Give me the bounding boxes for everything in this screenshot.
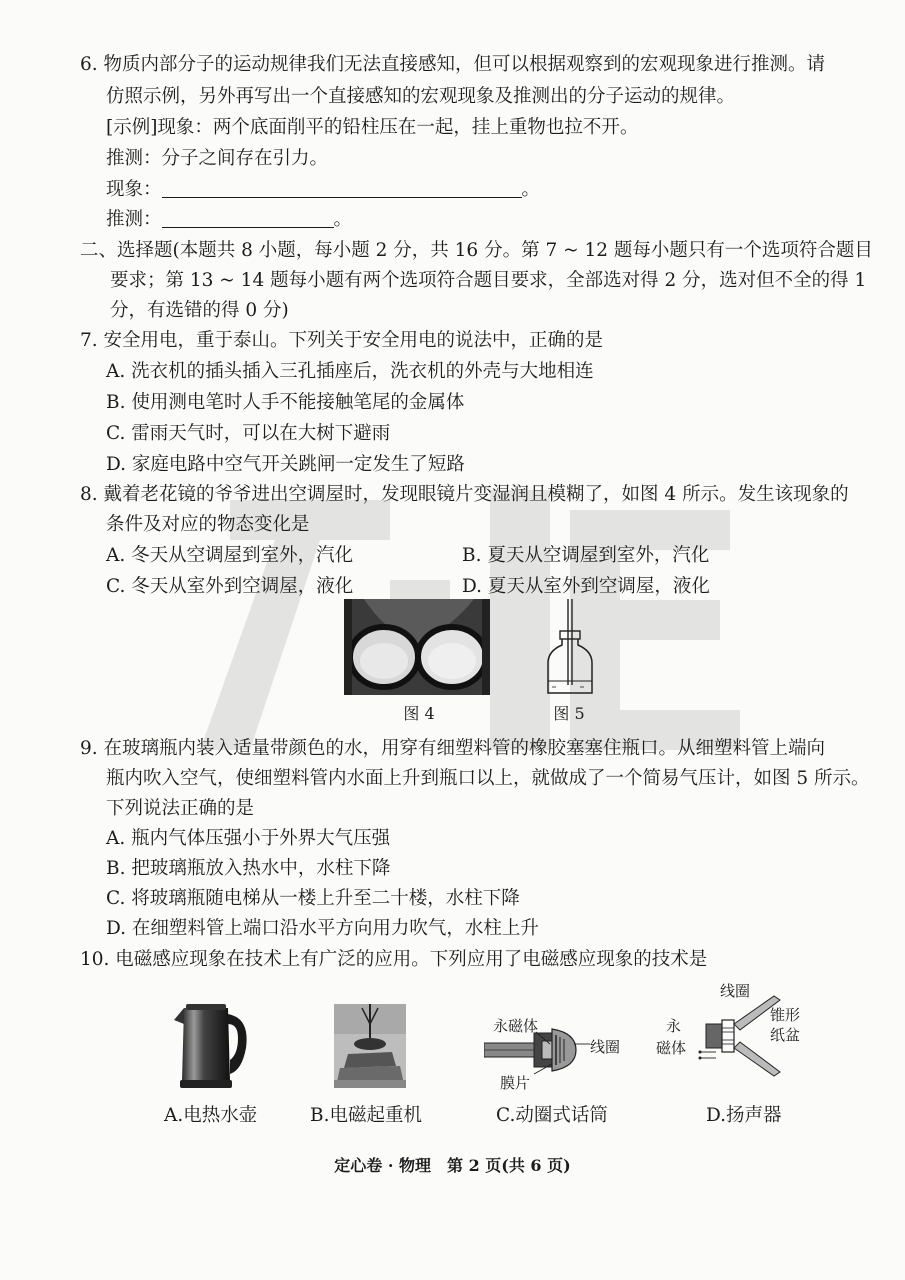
q9-option-d[interactable]: D. 在细塑料管上端口沿水平方向用力吹气，水柱上升 — [106, 918, 539, 939]
q6-example-inference: 推测：分子之间存在引力。 — [106, 148, 329, 169]
q6-line-1: 6. 物质内部分子的运动规律我们无法直接感知，但可以根据观察到的宏观现象进行推测。请 — [80, 54, 826, 75]
section2-header-line-3: 分，有选错的得 0 分) — [110, 300, 289, 321]
figure-4-caption: 图 4 — [403, 704, 435, 723]
q9-line-2: 瓶内吹入空气，使细塑料管内水面上升到瓶口以上，就做成了一个简易气压计，如图 5 所示。 — [106, 768, 870, 789]
q10-option-d[interactable]: D.扬声器 — [706, 1105, 782, 1126]
q8-option-a[interactable]: A. 冬天从空调屋到室外，汽化 — [106, 545, 354, 566]
q7-option-b[interactable]: B. 使用测电笔时人手不能接触笔尾的金属体 — [106, 392, 465, 413]
q6-line-2: 仿照示例，另外再写出一个直接感知的宏观现象及推测出的分子运动的规律。 — [106, 86, 736, 107]
q6-phenomenon-label: 现象： — [106, 179, 162, 200]
mic-diaphragm-label: 膜片 — [500, 1074, 531, 1092]
q6-inference-period: 。 — [333, 209, 353, 230]
mic-magnet-label: 永磁体 — [493, 1017, 539, 1035]
q6-inference-row — [106, 207, 352, 233]
electric-kettle-image — [170, 998, 252, 1090]
figure-5-barometer-bottle — [540, 597, 600, 699]
mic-coil-label: 线圈 — [590, 1038, 621, 1056]
q8-line-1: 8. 戴着老花镜的爷爷进出空调屋时，发现眼镜片变湿润且模糊了，如图 4 所示。发生该现象的 — [80, 484, 849, 505]
section2-header-line-2: 要求；第 13 ~ 14 题每小题有两个选项符合题目要求，全部选对得 2 分，选对但不全的得 1 — [110, 270, 867, 291]
q8-option-d[interactable]: D. 夏天从室外到空调屋，液化 — [462, 576, 710, 597]
q10-option-c[interactable]: C.动圈式话筒 — [496, 1105, 608, 1126]
q10-stem: 10. 电磁感应现象在技术上有广泛的应用。下列应用了电磁感应现象的技术是 — [80, 949, 708, 970]
speaker-magnet-label-2: 磁体 — [656, 1039, 687, 1057]
q7-option-d[interactable]: D. 家庭电路中空气开关跳闸一定发生了短路 — [106, 454, 465, 475]
q9-option-c[interactable]: C. 将玻璃瓶随电梯从一楼上升至二十楼，水柱下降 — [106, 888, 520, 909]
speaker-coil-label: 线圈 — [720, 982, 751, 1000]
electromagnetic-crane-photo — [334, 1004, 406, 1088]
q6-phenomenon-row — [106, 177, 540, 203]
mic-leader-lines — [530, 1030, 594, 1078]
q6-example: [示例]现象：两个底面削平的铅柱压在一起，挂上重物也拉不开。 — [106, 117, 639, 138]
q8-line-2: 条件及对应的物态变化是 — [106, 514, 310, 535]
q6-phenomenon-period: 。 — [521, 179, 541, 200]
q8-option-b[interactable]: B. 夏天从空调屋到室外，汽化 — [462, 545, 710, 566]
section2-header-line-1: 二、选择题(本题共 8 小题，每小题 2 分，共 16 分。第 7 ~ 12 题每小题只有一个选项符合题目 — [80, 240, 873, 261]
q9-option-b[interactable]: B. 把玻璃瓶放入热水中，水柱下降 — [106, 858, 391, 879]
figure-4-glasses-photo — [344, 599, 490, 695]
q6-inference-label: 推测： — [106, 209, 162, 230]
q9-line-3: 下列说法正确的是 — [106, 798, 255, 819]
q7-stem: 7. 安全用电，重于泰山。下列关于安全用电的说法中，正确的是 — [80, 330, 604, 351]
q9-option-a[interactable]: A. 瓶内气体压强小于外界大气压强 — [106, 828, 391, 849]
q6-inference-answer-blank[interactable] — [162, 209, 334, 228]
q7-option-c[interactable]: C. 雷雨天气时，可以在大树下避雨 — [106, 423, 391, 444]
page-footer: 定心卷 · 物理 第 2 页(共 6 页) — [334, 1156, 571, 1175]
speaker-magnet-label-1: 永 — [666, 1017, 682, 1035]
q8-option-c[interactable]: C. 冬天从室外到空调屋，液化 — [106, 576, 354, 597]
speaker-cone-label-1: 锥形 — [770, 1006, 801, 1024]
figure-5-caption: 图 5 — [553, 704, 585, 723]
q10-option-b[interactable]: B.电磁起重机 — [310, 1105, 422, 1126]
q7-option-a[interactable]: A. 洗衣机的插头插入三孔插座后，洗衣机的外壳与大地相连 — [106, 361, 594, 382]
q6-phenomenon-answer-blank[interactable] — [162, 179, 522, 198]
q9-line-1: 9. 在玻璃瓶内装入适量带颜色的水，用穿有细塑料管的橡胶塞塞住瓶口。从细塑料管上端向 — [80, 738, 826, 759]
speaker-cone-label-2: 纸盆 — [770, 1026, 801, 1044]
q10-option-a[interactable]: A.电热水壶 — [164, 1105, 258, 1126]
